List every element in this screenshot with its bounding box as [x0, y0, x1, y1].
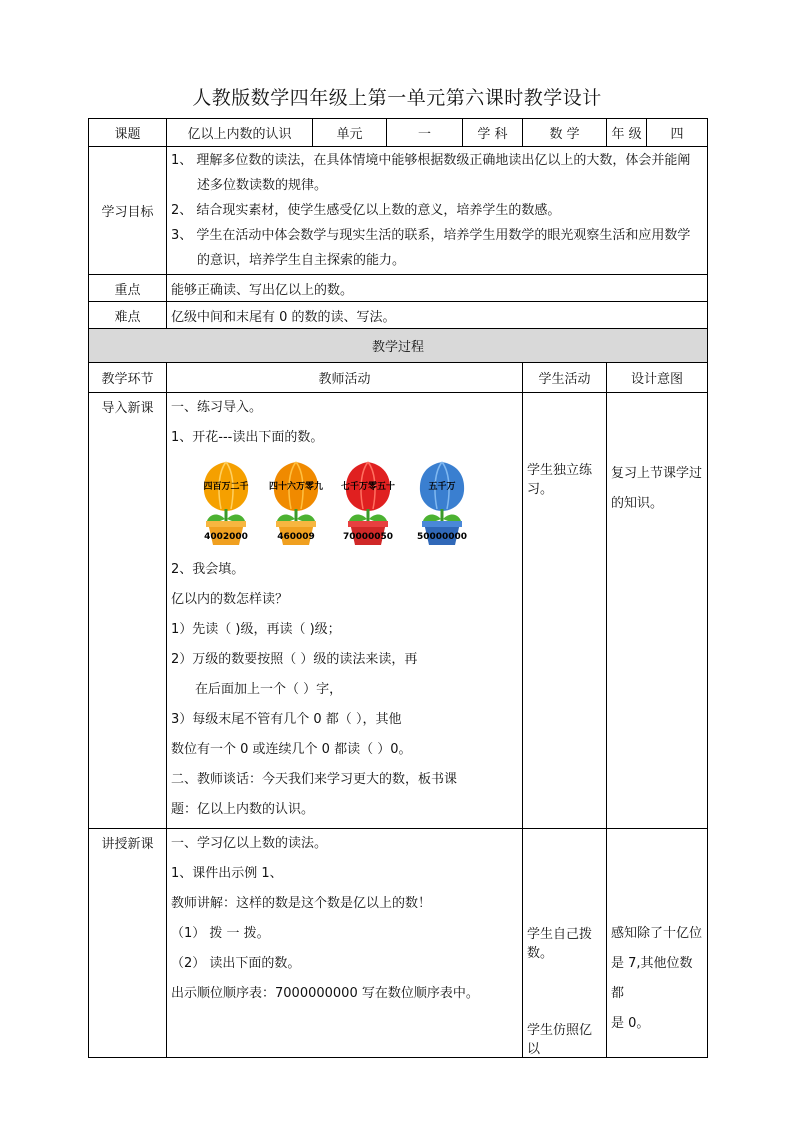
goals-content [167, 147, 708, 275]
teacher-line: 在后面加上一个（ ）字， [195, 682, 343, 697]
header-row [89, 119, 708, 147]
student-activity: 学生仿照亿以 [527, 1023, 593, 1057]
teacher-line: （2） 读出下面的数。 [171, 956, 301, 971]
grade-value: 四 [647, 119, 708, 147]
page-title: 人教版数学四年级上第一单元第六课时教学设计 [192, 87, 602, 109]
teacher-line: 1、课件出示例 1、 [171, 866, 283, 881]
flower-number: 460009 [277, 532, 315, 542]
difficulty-label: 难点 [89, 302, 167, 329]
process-title-row [89, 329, 708, 363]
teacher-line: 题：亿以上内数的认识。 [171, 802, 315, 817]
key-point-label: 重点 [89, 275, 167, 302]
flower-item [339, 459, 397, 547]
goal-line: 述多位数读数的规律。 [197, 178, 328, 193]
topic-value: 亿以上内数的认识 [167, 119, 313, 147]
flower-number: 70000050 [342, 532, 394, 542]
goals-label: 学习目标 [89, 147, 167, 275]
student-activity: 学生自己拨数。 [527, 927, 593, 961]
flower-number: 50000000 [416, 532, 468, 542]
intent-cell [607, 393, 708, 829]
col-intent: 设计意图 [607, 363, 708, 393]
flower-item [197, 459, 255, 547]
flower-word: 四十六万零九 [268, 482, 323, 492]
col-teacher: 教师活动 [167, 363, 523, 393]
student-cell [523, 829, 607, 1058]
goal-line: 1、 理解多位数的读法，在具体情境中能够根据数级正确地读出亿以上的大数，体会并能阐 [171, 153, 691, 168]
intent-line: 的知识。 [611, 496, 664, 511]
intent-line: 是 7,其他位数都 [611, 956, 693, 1001]
teacher-line: 亿以内的数怎样读？ [171, 592, 289, 607]
teacher-line: 二、教师谈话：今天我们来学习更大的数，板书课 [171, 772, 458, 787]
col-stage: 教学环节 [89, 363, 167, 393]
key-point-text: 能够正确读、写出亿以上的数。 [167, 275, 708, 302]
teacher-line: 1、开花---读出下面的数。 [171, 430, 324, 445]
student-activity: 学生独立练习。 [527, 463, 593, 497]
unit-value: 一 [387, 119, 463, 147]
intent-line: 是 0。 [611, 1016, 650, 1031]
table-row [89, 393, 708, 829]
lesson-table [88, 118, 708, 1058]
teacher-cell [167, 393, 523, 829]
teacher-cell [167, 829, 523, 1058]
intent-cell [607, 829, 708, 1058]
difficulty-text: 亿级中间和末尾有 0 的数的读、写法。 [167, 302, 708, 329]
process-title: 教学过程 [89, 329, 708, 363]
flower-image [189, 459, 473, 547]
difficulty-row [89, 302, 708, 329]
table-row [89, 829, 708, 1058]
goal-line: 的意识，培养学生自主探索的能力。 [197, 253, 406, 268]
unit-label: 单元 [313, 119, 387, 147]
column-header-row [89, 363, 708, 393]
topic-label: 课题 [89, 119, 167, 147]
teacher-line: 3）每级末尾不管有几个 0 都（ ），其他 [171, 712, 402, 727]
teacher-line: 2）万级的数要按照（ ）级的读法来读，再 [171, 652, 418, 667]
key-point-row [89, 275, 708, 302]
flower-item [267, 459, 325, 547]
goal-line: 3、 学生在活动中体会数学与现实生活的联系，培养学生用数学的眼光观察生活和应用数学 [171, 228, 691, 243]
subject-value: 数 学 [523, 119, 607, 147]
grade-label: 年 级 [607, 119, 647, 147]
flower-word: 五千万 [428, 482, 456, 492]
teacher-line: 一、练习导入。 [171, 400, 263, 415]
flower-number: 4002000 [204, 532, 248, 542]
intent-line: 感知除了十亿位 [611, 926, 703, 941]
intent-line: 复习上节课学过 [611, 466, 703, 481]
col-student: 学生活动 [523, 363, 607, 393]
stage-cell [89, 829, 167, 1058]
flower-item [413, 459, 471, 547]
teacher-line: （1） 拨 一 拨。 [171, 926, 270, 941]
teacher-line: 数位有一个 0 或连续几个 0 都读（ ）0。 [171, 742, 412, 757]
teacher-line: 1）先读（ )级，再读（ )级； [171, 622, 341, 637]
flower-word: 七千万零五十 [340, 482, 395, 492]
goal-line: 2、 结合现实素材，使学生感受亿以上数的意义，培养学生的数感。 [171, 203, 561, 218]
teacher-line: 2、我会填。 [171, 562, 245, 577]
teacher-line: 教师讲解：这样的数是这个数是亿以上的数！ [171, 896, 432, 911]
teacher-line: 一、学习亿以上数的读法。 [171, 836, 328, 851]
teacher-line: 出示顺位顺序表：7000000000 写在数位顺序表中。 [171, 986, 479, 1001]
stage-cell [89, 393, 167, 829]
stage-label: 讲授新课 [101, 837, 154, 852]
goals-row [89, 147, 708, 275]
flower-word: 四百万二千 [203, 482, 249, 492]
student-cell [523, 393, 607, 829]
subject-label: 学 科 [463, 119, 523, 147]
stage-label: 导入新课 [101, 401, 154, 416]
